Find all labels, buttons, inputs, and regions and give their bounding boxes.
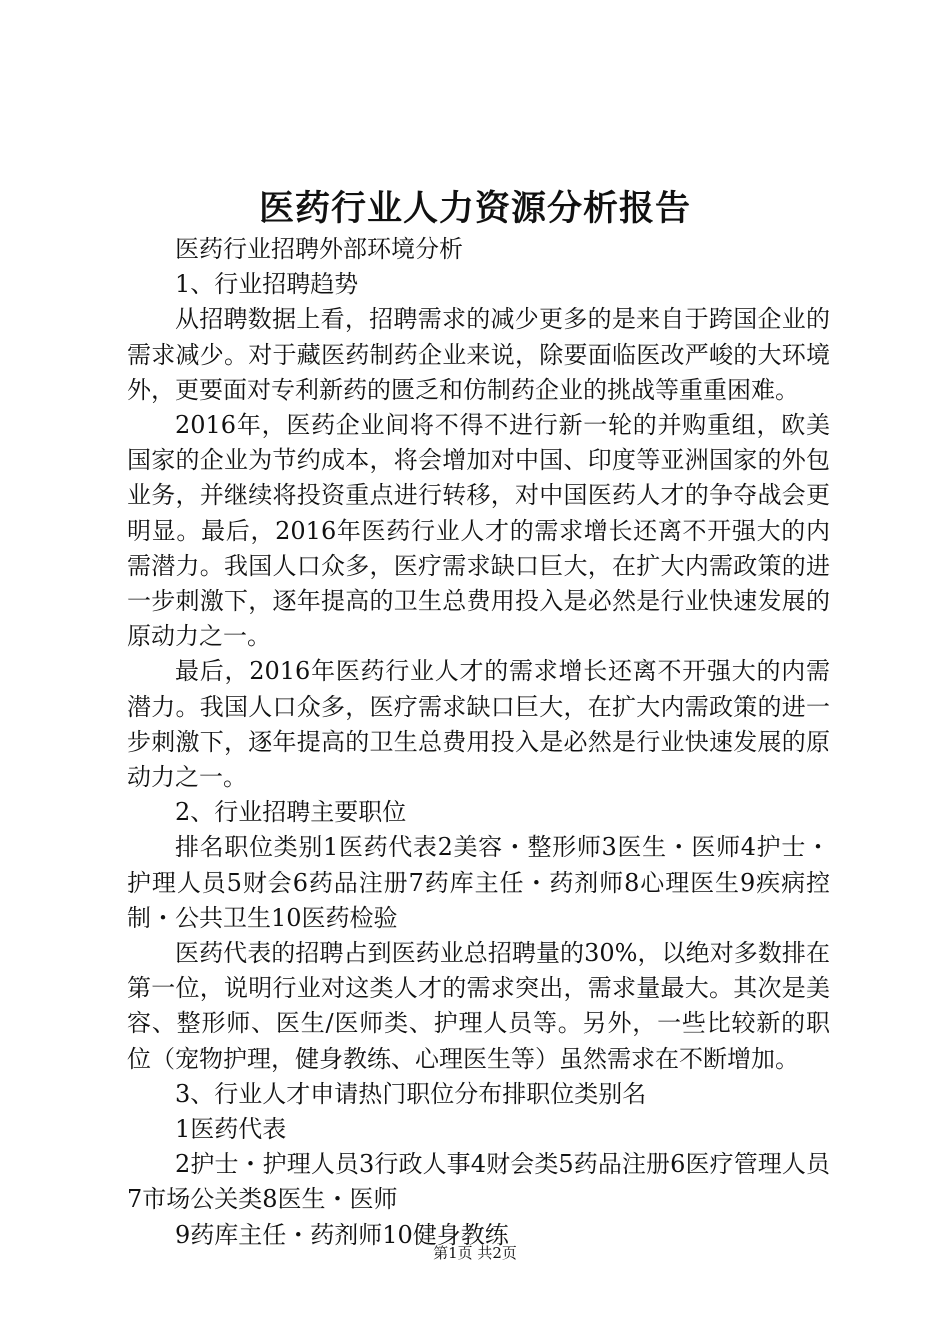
subsection-heading: 2、行业招聘主要职位 xyxy=(175,798,407,827)
section-heading: 医药行业招聘外部环境分析 xyxy=(175,235,463,263)
paragraph: 2016年，医药企业间将不得不进行新一轮的并购重组，欧美国家的企业为节约成本，将会增加对中国、印度等亚洲国家的外包业务，并继续将投资重点进行转移，对中国医药人才的争夺战会更明显。最后，2016年医药行业人才的需求增长还离不开强大的内需潜力。我国人口众多，医疗需求缺口巨大，在扩大内需政策的进一步刺激下，逐年提高的卫生总费用投入是必然是行业快速发展的原动力之一。 xyxy=(127,411,830,651)
paragraph: 1医药代表 xyxy=(175,1115,287,1144)
document-body xyxy=(127,232,830,1253)
paragraph: 最后，2016年医药行业人才的需求增长还离不开强大的内需潜力。我国人口众多，医疗需求缺口巨大，在扩大内需政策的进一步刺激下，逐年提高的卫生总费用投入是必然是行业快速发展的原动力之一。 xyxy=(127,657,830,792)
subsection-heading: 1、行业招聘趋势 xyxy=(175,270,359,299)
paragraph: 9药库主任・药剂师10健身教练 xyxy=(175,1220,509,1249)
paragraph: 2护士・护理人员3行政人事4财会类5药品注册6医疗管理人员7市场公关类8医生・医师 xyxy=(127,1150,830,1214)
paragraph: 排名职位类别1医药代表2美容・整形师3医生・医师4护士・护理人员5财会6药品注册7药库主任・药剂师8心理医生9疾病控制・公共卫生10医药检验 xyxy=(127,833,830,932)
paragraph: 从招聘数据上看，招聘需求的减少更多的是来自于跨国企业的需求减少。对于藏医药制药企业来说，除要面临医改严峻的大环境外，更要面对专利新药的匮乏和仿制药企业的挑战等重重困难。 xyxy=(127,305,830,404)
document-title: 医药行业人力资源分析报告 xyxy=(258,188,691,229)
paragraph: 医药代表的招聘占到医药业总招聘量的30%，以绝对多数排在第一位，说明行业对这类人才的需求突出，需求量最大。其次是美容、整形师、医生/医师类、护理人员等。另外，一些比较新的职位（宠物护理，健身教练、心理医生等）虽然需求在不断增加。 xyxy=(127,939,830,1073)
page-number-footer: 第1页 共2页 xyxy=(433,1244,517,1262)
subsection-heading: 3、行业人才申请热门职位分布排职位类别名 xyxy=(175,1079,647,1108)
